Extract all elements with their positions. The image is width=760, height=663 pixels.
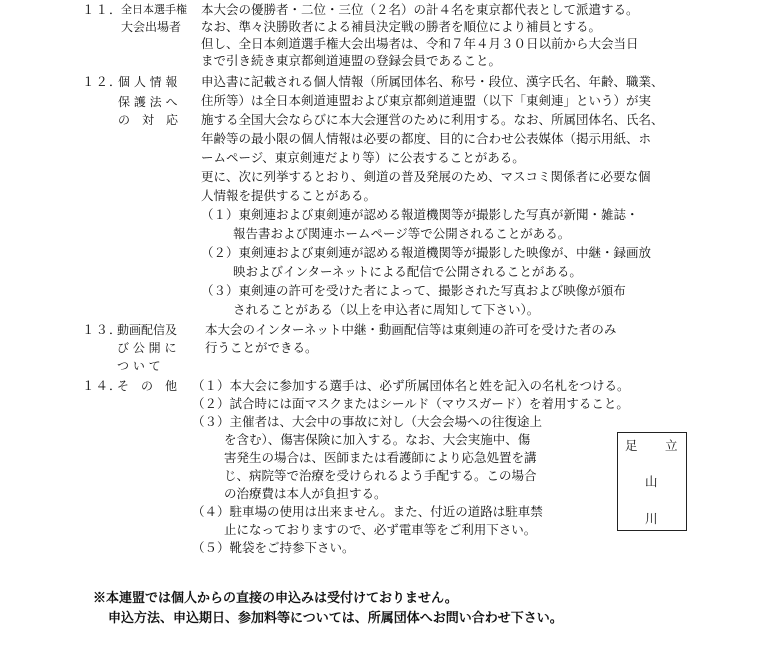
section-13-text: 行うことができる。 bbox=[205, 340, 318, 355]
section-12-text: 年齢等の最小限の個人情報は必要の都度、目的に合わせ公表媒体（掲示用紙、ホ bbox=[201, 131, 652, 146]
section-11-number: １１． bbox=[82, 2, 123, 17]
section-11-text: まで引き続き東京都剣道連盟の登録会員であること。 bbox=[201, 53, 502, 68]
section-11-text: 本大会の優勝者・二位・三位（２名）の計４名を東京都代表として派遣する。 bbox=[201, 2, 639, 17]
name-box-char: 川 bbox=[645, 511, 658, 526]
section-14-item: の治療費は本人が負担する。 bbox=[224, 486, 387, 501]
section-14-item: （２）試合時には面マスクまたはシールド（マウスガード）を着用すること。 bbox=[192, 396, 629, 411]
section-14-item: （３）主催者は、大会中の事故に対し（大会会場への往復途上 bbox=[192, 414, 543, 429]
name-box bbox=[617, 432, 687, 531]
section-11-text: 但し、全日本剣道選手権大会出場者は、令和７年４月３０日以前から大会当日 bbox=[201, 36, 639, 51]
notice-line-2: 申込方法、申込期日、参加料等については、所属団体へお問い合わせ下さい。 bbox=[108, 611, 563, 626]
section-14-item: （１）本大会に参加する選手は、必ず所属団体名と姓を記入の名札をつける。 bbox=[192, 378, 630, 393]
section-12-label: の 対 応 bbox=[118, 113, 179, 127]
section-13-label: び 公 開 に bbox=[117, 341, 177, 355]
section-14-number: １４． bbox=[82, 378, 123, 393]
section-12-label: 保 護 法 へ bbox=[118, 95, 178, 109]
section-12-sub-item: （２）東剣連および東剣連が認める報道機関等が撮影した映像が、中継・録画放 bbox=[201, 245, 652, 260]
section-12-text: 住所等）は全日本剣道連盟および東京都剣道連盟（以下「東剣連」という）が実 bbox=[201, 93, 652, 108]
section-14-item: （５）靴袋をご持参下さい。 bbox=[192, 540, 355, 555]
section-12-number: １２． bbox=[82, 74, 123, 89]
section-11-label: 大会出場者 bbox=[121, 20, 182, 34]
section-14-item: （４）駐車場の使用は出来ません。また、付近の道路は駐車禁 bbox=[192, 504, 543, 519]
section-12-sub-item: 映およびインターネットによる配信で公開されることがある。 bbox=[233, 264, 582, 279]
section-12-sub-item: 報告書および関連ホームページ等で公開されることがある。 bbox=[233, 226, 571, 241]
section-14-item: を含む）、傷害保険に加入する。なお、大会実施中、傷 bbox=[224, 432, 531, 447]
section-12-text: 人情報を提供することがある。 bbox=[201, 188, 377, 203]
section-12-sub-item: されることがある（以上を申込者に周知して下さい）。 bbox=[233, 302, 540, 317]
section-12-sub-item: （３）東剣連の許可を受けた者によって、撮影された写真および映像が頒布 bbox=[201, 283, 626, 298]
section-13-label: つ い て bbox=[117, 359, 161, 373]
section-14-item: 止になっておりますので、必ず電車等をご利用下さい。 bbox=[224, 522, 537, 537]
section-13-text: 本大会のインターネット中継・動画配信等は東剣連の許可を受けた者のみ bbox=[205, 322, 617, 337]
name-box-char: 山 bbox=[645, 474, 658, 489]
section-13-number: １３． bbox=[82, 322, 123, 337]
section-12-label: 個 人 情 報 bbox=[118, 75, 178, 89]
section-13-label: 動画配信及 bbox=[117, 323, 178, 337]
notice-line-1: ※本連盟では個人からの直接の申込みは受付けておりません。 bbox=[93, 591, 458, 606]
section-14-item: 害発生の場合は、医師または看護師により応急処置を講 bbox=[224, 450, 537, 465]
section-14-item: じ、病院等で治療を受けられるよう手配する。この場合 bbox=[224, 468, 537, 483]
section-14-label: そ の 他 bbox=[117, 379, 178, 393]
section-12-text: 申込書に記載される個人情報（所属団体名、称号・段位、漢字氏名、年齢、職業、 bbox=[201, 74, 664, 89]
name-box-char: 足 bbox=[625, 438, 638, 453]
section-12-sub-item: （１）東剣連および東剣連が認める報道機関等が撮影した写真が新聞・雑誌・ bbox=[201, 207, 639, 222]
section-12-text: 更に、次に列挙するとおり、剣道の普及発展のため、マスコミ関係者に必要な個 bbox=[201, 169, 651, 184]
section-12-text: ームページ、東京剣連だより等）に公表することがある。 bbox=[201, 150, 525, 165]
section-11-label: 全日本選手権 bbox=[121, 3, 187, 16]
name-box-char: 立 bbox=[665, 438, 678, 453]
section-12-text: 施する全国大会ならびに本大会運営のために利用する。なお、所属団体名、氏名、 bbox=[201, 112, 664, 127]
section-11-text: なお、準々決勝敗者による補員決定戦の勝者を順位により補員とする。 bbox=[201, 19, 602, 34]
